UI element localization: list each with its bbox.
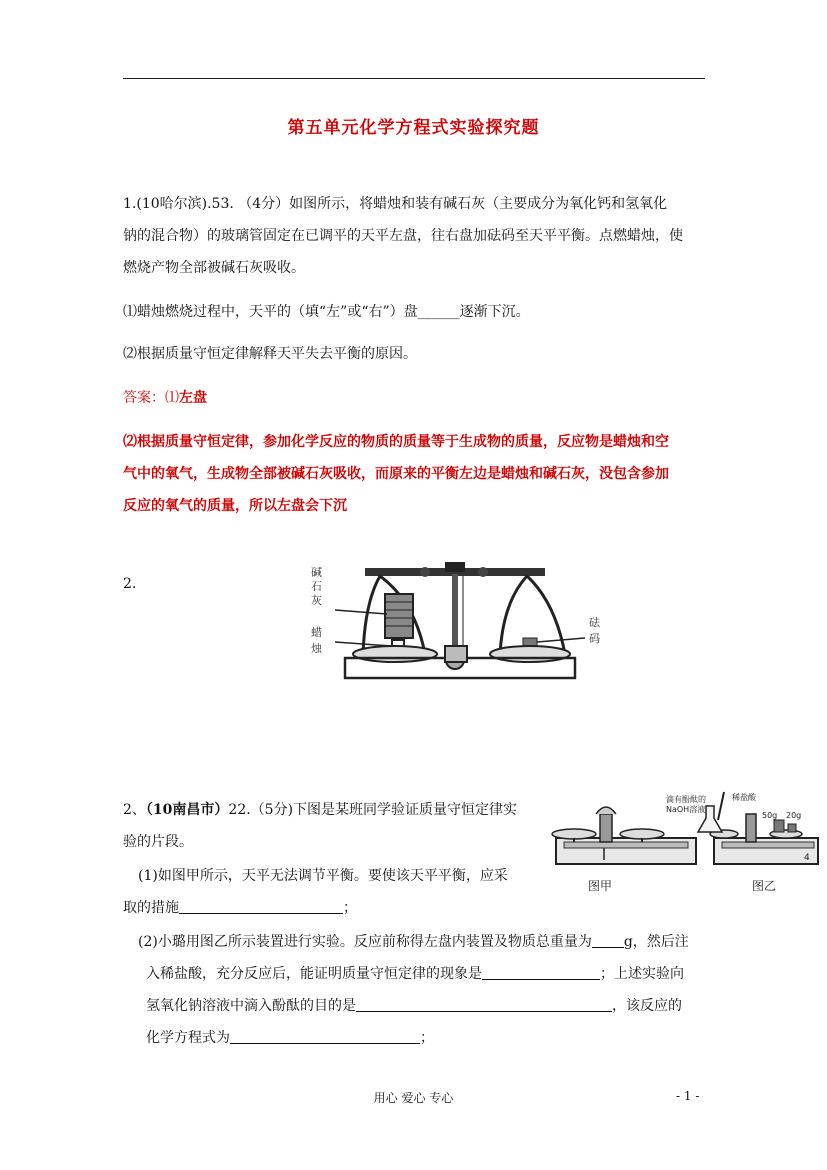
q1-sub1-post: 逐渐下沉。 [459, 304, 530, 320]
q3-sub1-line1: (1)如图甲所示，天平无法调节平衡。要使该天平平衡，应采 [138, 868, 508, 884]
label-soda-lime-2: 石 [311, 580, 322, 593]
scale-number: 4 [804, 853, 810, 863]
q3-line2: 验的片段。 [123, 834, 193, 850]
label-weight-2: 码 [589, 632, 600, 645]
q1-answer2-line2: 气中的氧气，生成物全部被碱石灰吸收，而原来的平衡左边是蜡烛和碱石灰，没包含参加 [123, 466, 669, 482]
q1-text-line1: 1.(10哈尔滨).53. （4分）如图所示，将蜡烛和装有碱石灰（主要成分为氧化钙和氢氧化 [123, 196, 668, 212]
q3-source: （10南昌市） [145, 802, 229, 818]
q1-sub1-pre: ⑴蜡烛燃烧过程中，天平的（填“左”或“右”）盘 [123, 304, 418, 320]
q3-sub2-line2-post: ；上述实验向 [600, 966, 684, 982]
q3-sub2-line4-post: ； [420, 1030, 434, 1046]
label-candle-2: 烛 [311, 642, 322, 655]
weight-blank[interactable] [592, 932, 624, 948]
q3-line1 [123, 800, 517, 820]
weight-50g-label: 50g [762, 811, 778, 820]
page-title: 第五单元化学方程式实验探究题 [287, 118, 540, 138]
fig-yi-caption: 图乙 [752, 879, 777, 893]
q3-sub2-line2 [146, 964, 684, 984]
q1-sub1 [123, 302, 530, 322]
answer1-text: 左盘 [179, 390, 207, 406]
q2-number: 2. [123, 576, 137, 592]
label-weight-1: 砝 [589, 616, 600, 629]
balance-jia-yi-figure [546, 786, 822, 896]
q3-sub2-line3 [146, 996, 682, 1016]
q1-text-line2: 钠的混合物）的玻璃管固定在已调平的天平左盘，往右盘加砝码至天平平衡。点燃蜡烛，使 [123, 228, 683, 244]
flask-label-1: 滴有酚酞的 [666, 795, 706, 804]
label-soda-lime-1: 碱 [311, 566, 322, 579]
label-soda-lime-3: 灰 [311, 594, 322, 607]
flask-label-2: NaOH溶液 [666, 805, 706, 814]
phenomenon-blank[interactable] [482, 964, 600, 980]
equation-blank[interactable] [230, 1028, 420, 1044]
page-number: - 1 - [676, 1089, 700, 1103]
weight-20g-label: 20g [786, 811, 802, 820]
balance-jia [552, 807, 696, 864]
q1-answer2-line1: ⑵根据质量守恒定律，参加化学反应的物质的质量等于生成物的质量，反应物是蜡烛和空 [123, 434, 669, 450]
purpose-blank[interactable] [356, 996, 612, 1012]
q3-sub1-line2 [123, 898, 357, 918]
q1-sub1-blank: ______ [417, 304, 460, 320]
measure-blank[interactable] [179, 898, 343, 914]
q3-sub1-line2-post: ； [343, 900, 357, 916]
q1-text-line3: 燃烧产物全部被碱石灰吸收。 [123, 260, 305, 276]
balance-yi [698, 792, 818, 864]
q1-sub2: ⑵根据质量守恒定律解释天平失去平衡的原因。 [123, 346, 417, 362]
q3-sub2-line1-pre: (2)小璐用图乙所示装置进行实验。反应前称得左盘内装置及物质总重量为 [138, 934, 592, 950]
q3-sub1-line2-pre: 取的措施 [123, 900, 179, 916]
q3-sub2-line3-post: ，该反应的 [612, 998, 682, 1014]
balance-candle-figure [305, 562, 605, 684]
q3-sub2-line1 [138, 932, 689, 952]
footer-motto: 用心 爱心 专心 [373, 1091, 454, 1105]
header-rule [123, 78, 705, 79]
q3-sub2-line4 [146, 1028, 434, 1048]
q3-line1-rest: 22.（5分)下图是某班同学验证质量守恒定律实 [228, 802, 518, 818]
q3-sub2-line3-pre: 氢氧化钠溶液中滴入酚酞的目的是 [146, 998, 356, 1014]
q3-sub2-line4-pre: 化学方程式为 [146, 1030, 230, 1046]
q1-answer1 [123, 388, 207, 408]
fig-jia-caption: 图甲 [588, 879, 613, 893]
q1-answer2-line3: 反应的氧气的质量，所以左盘会下沉 [123, 498, 347, 514]
q3-num: 2、 [123, 802, 146, 818]
q3-sub2-line1-post: g，然后注 [623, 934, 689, 950]
answer-label: 答案：⑴ [123, 390, 179, 406]
acid-label: 稀盐酸 [732, 793, 756, 802]
q3-sub2-line2-pre: 入稀盐酸，充分反应后，能证明质量守恒定律的现象是 [146, 966, 482, 982]
label-candle-1: 蜡 [311, 626, 322, 639]
